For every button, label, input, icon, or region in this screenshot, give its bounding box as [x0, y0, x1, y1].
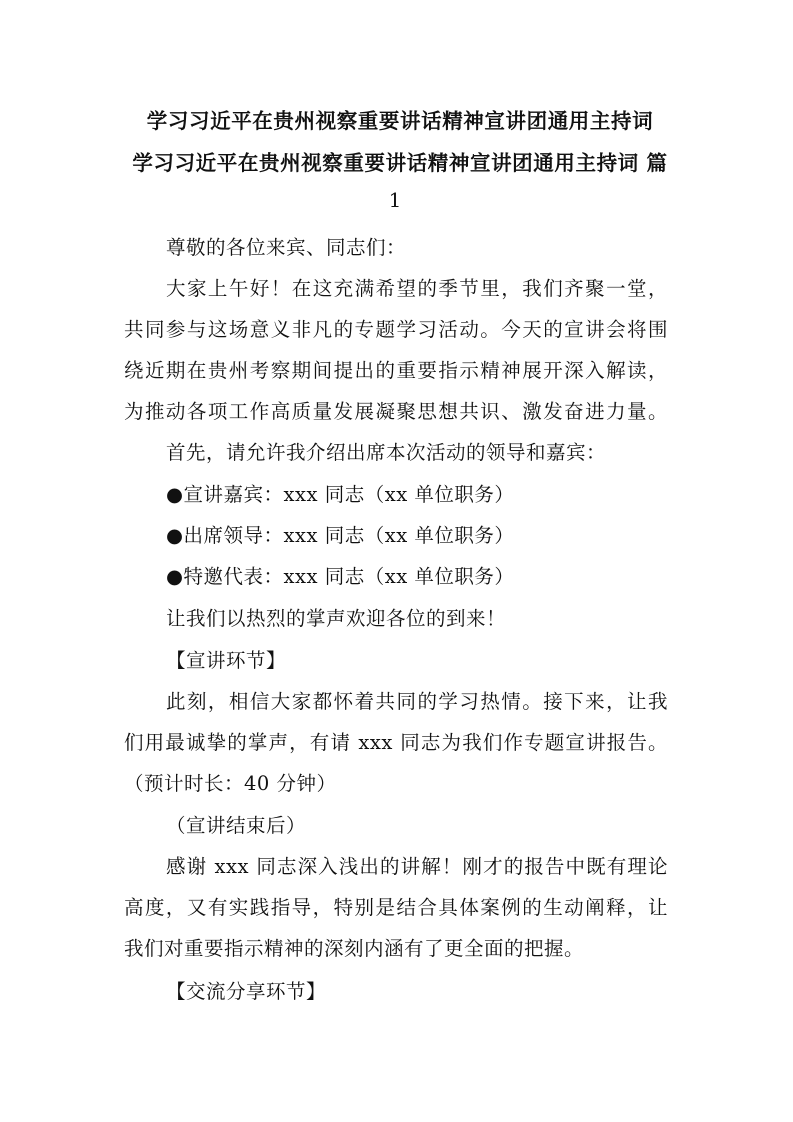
- paragraph-2-line-3: （预计时长：40 分钟）: [124, 772, 337, 795]
- greeting-line: 尊敬的各位来宾、同志们：: [166, 236, 407, 259]
- section-heading-lecture: 【宣讲环节】: [166, 649, 287, 672]
- list-item-speaker: ●宣讲嘉宾：xxx 同志（xx 单位职务）: [166, 483, 515, 506]
- document-title-line-1: 学习习近平在贵州视察重要讲话精神宣讲团通用主持词: [146, 109, 654, 133]
- document-title-line-2: 学习习近平在贵州视察重要讲话精神宣讲团通用主持词 篇: [132, 151, 668, 175]
- paragraph-1-line-1: 大家上午好！在这充满希望的季节里，我们齐聚一堂，: [166, 277, 668, 300]
- paragraph-2-line-2: 们用最诚挚的掌声，有请 xxx 同志为我们作专题宣讲报告。: [124, 731, 668, 754]
- paragraph-2-line-1: 此刻，相信大家都怀着共同的学习热情。接下来，让我: [166, 690, 668, 713]
- section-heading-exchange: 【交流分享环节】: [166, 980, 327, 1003]
- document-title-number: 1: [388, 188, 402, 212]
- paragraph-3-line-1: 感谢 xxx 同志深入浅出的讲解！刚才的报告中既有理论: [166, 855, 668, 878]
- paragraph-1-line-4: 为推动各项工作高质量发展凝聚思想共识、激发奋进力量。: [124, 400, 668, 423]
- list-item-representative: ●特邀代表：xxx 同志（xx 单位职务）: [166, 565, 515, 588]
- paragraph-3-line-2: 高度，又有实践指导，特别是结合具体案例的生动阐释，让: [124, 896, 668, 919]
- list-item-leader: ●出席领导：xxx 同志（xx 单位职务）: [166, 524, 515, 547]
- paragraph-1-line-2: 共同参与这场意义非凡的专题学习活动。今天的宣讲会将围: [124, 318, 668, 341]
- paragraph-3-line-3: 我们对重要指示精神的深刻内涵有了更全面的把握。: [124, 937, 585, 960]
- intro-line: 首先，请允许我介绍出席本次活动的领导和嘉宾：: [166, 441, 607, 464]
- paragraph-1-line-3: 绕近期在贵州考察期间提出的重要指示精神展开深入解读，: [124, 359, 668, 382]
- after-lecture-note: （宣讲结束后）: [166, 814, 307, 837]
- welcome-line: 让我们以热烈的掌声欢迎各位的到来！: [166, 607, 507, 630]
